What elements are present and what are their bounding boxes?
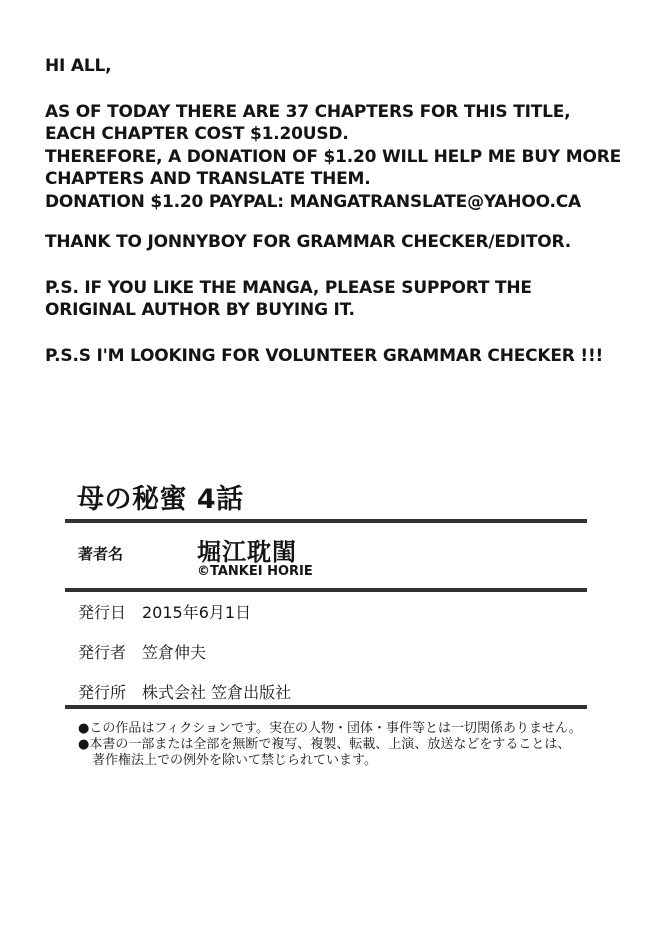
note-line: P.S.S I'M LOOKING FOR VOLUNTEER GRAMMAR CHECKER !!! (45, 345, 604, 366)
note-line: DONATION $1.20 PAYPAL: MANGATRANSLATE@YAHOO.CA (45, 191, 581, 212)
publication-rows (65, 604, 587, 702)
publication-row-publishing-house (78, 684, 587, 702)
author-row (65, 539, 587, 579)
note-line: HI ALL, (45, 56, 112, 76)
note-line: THEREFORE, A DONATION OF $1.20 WILL HELP ME BUY MORE (45, 146, 622, 167)
row-value: 笠倉伸夫 (142, 643, 207, 662)
publication-row-date (78, 604, 587, 622)
row-label: 発行日 (78, 603, 127, 622)
note-ps (45, 277, 635, 322)
divider-under-author (65, 588, 587, 592)
note-line: P.S. IF YOU LIKE THE MANGA, PLEASE SUPPORT THE (45, 277, 532, 298)
note-line: EACH CHAPTER COST $1.20USD. (45, 124, 349, 144)
legal-notices (65, 721, 587, 769)
note-pss (45, 345, 635, 368)
note-greeting (45, 55, 635, 78)
notice-line-copyright-cont: 著作権法上での例外を除いて禁じられています。 (92, 753, 377, 768)
row-value: 2015年6月1日 (142, 603, 252, 622)
book-title: 母の秘蜜 4話 (77, 484, 244, 515)
row-label: 発行所 (78, 683, 127, 702)
note-line: CHAPTERS AND TRANSLATE THEM. (45, 169, 371, 189)
note-line: THANK TO JONNYBOY FOR GRAMMAR CHECKER/EDITOR. (45, 232, 571, 252)
notice-line-fiction: ●この作品はフィクションです。実在の人物・団体・事件等とは一切関係ありません。 (78, 721, 582, 736)
note-line: ORIGINAL AUTHOR BY BUYING IT. (45, 300, 355, 320)
colophon (65, 486, 587, 769)
row-value: 株式会社 笠倉出版社 (142, 683, 292, 702)
divider-under-title (65, 519, 587, 523)
author-label: 著者名 (78, 545, 124, 563)
author-name: 堀江耽閨 (197, 538, 297, 566)
note-thanks (45, 231, 635, 254)
translator-note (45, 55, 635, 367)
author-copyright: ©TANKEI HORIE (197, 564, 313, 579)
notice-line-copyright: ●本書の一部または全部を無断で複写、複製、転載、上演、放送などをすることは、 (78, 737, 571, 752)
note-donation-info (45, 101, 635, 214)
note-line: AS OF TODAY THERE ARE 37 CHAPTERS FOR THIS TITLE, (45, 101, 571, 122)
author-value (197, 539, 313, 579)
publication-row-publisher (78, 644, 587, 662)
divider-under-imprint (65, 705, 587, 709)
row-label: 発行者 (78, 643, 127, 662)
